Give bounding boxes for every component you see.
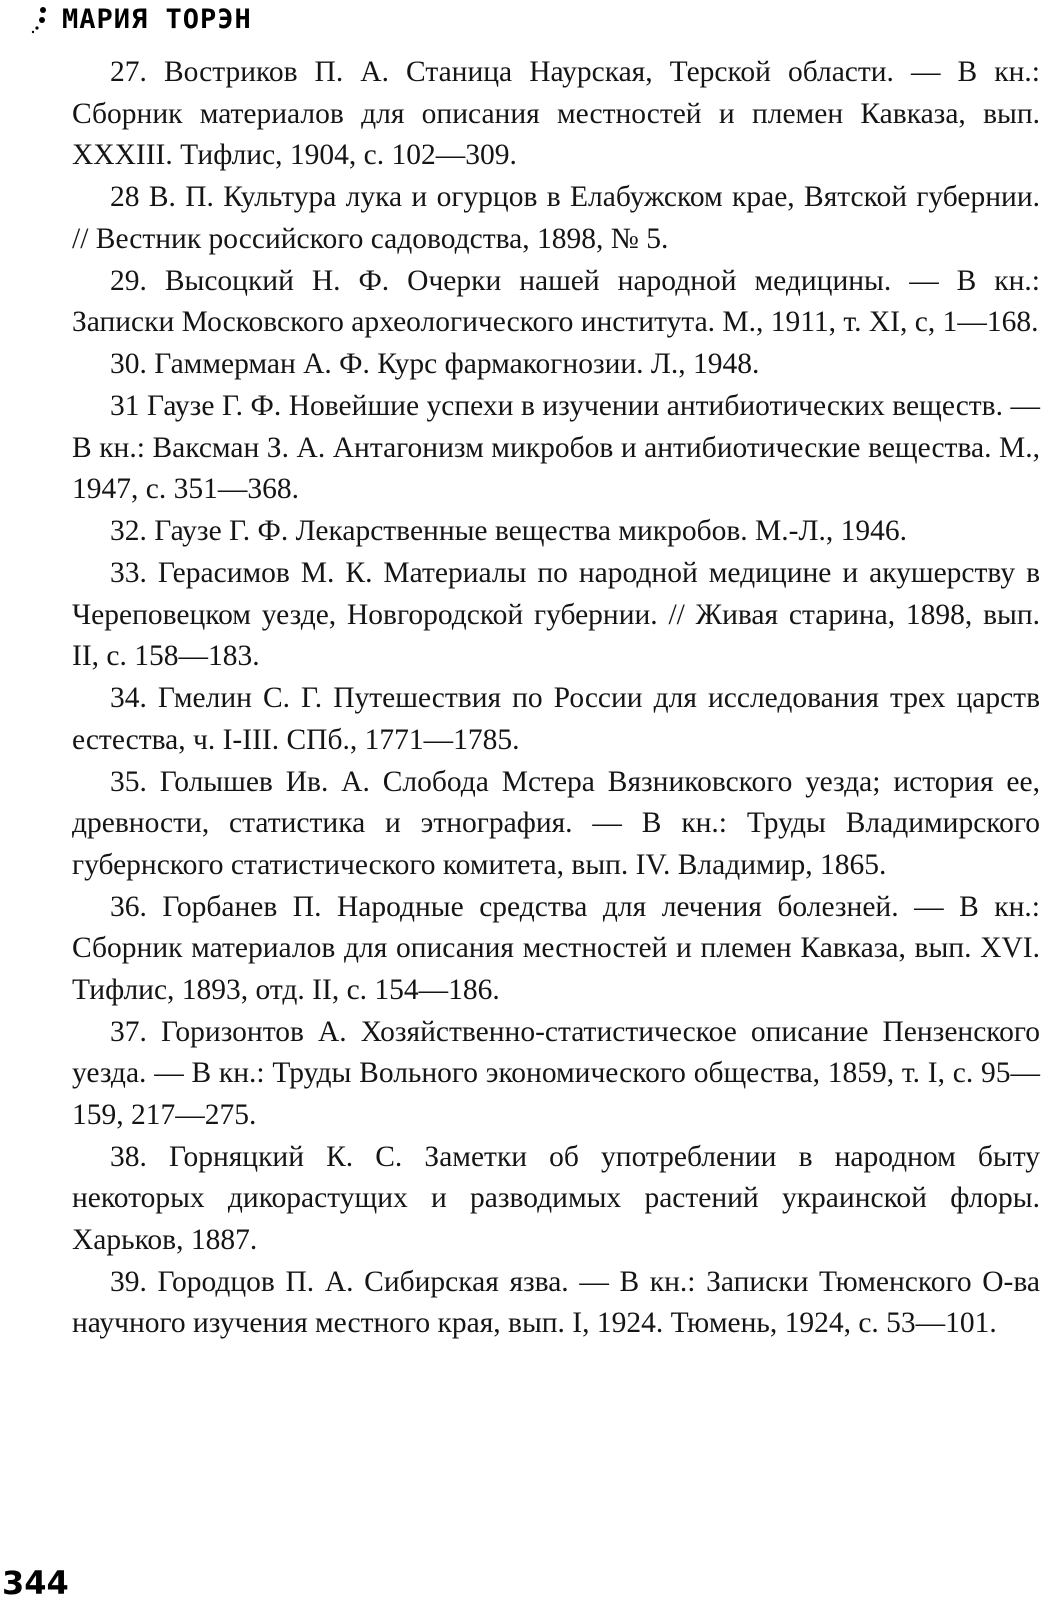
- bibliography-entry: 37. Горизонтов А. Хозяйственно-статистическое описание Пензенского уезда. — В кн.: Труды Вольного экономического общества, 1859, т. I, с. 95—159, 217—275.: [72, 1015, 1040, 1131]
- bibliography-entry: 33. Герасимов М. К. Материалы по народной медицине и акушерству в Череповецком уезде, Новгородской губернии. // Живая старина, 1898, вып. II, с. 158—183.: [72, 557, 1040, 672]
- bibliography-list: [72, 52, 1040, 1345]
- bibliography-entry: 29. Высоцкий Н. Ф. Очерки нашей народной медицины. — В кн.: Записки Московского археологического института. М., 1911, т. XI, с, 1—168.: [72, 264, 1040, 338]
- dotted-mark-icon: [30, 4, 52, 34]
- bibliography-entry: 36. Горбанев П. Народные средства для лечения болезней. — В кн.: Сборник материалов для описания местностей и племен Кавказа, вып. XVI. Тифлис, 1893, отд. II, с. 154—186.: [72, 890, 1040, 1006]
- bibliography-entry: 39. Городцов П. А. Сибирская язва. — В кн.: Записки Тюменского О-ва научного изучения местного края, вып. I, 1924. Тюмень, 1924, с. 53—101.: [72, 1265, 1040, 1339]
- bibliography-entry: 35. Голышев Ив. А. Слобода Мстера Вязниковского уезда; история ее, древности, статистика и этнография. — В кн.: Труды Владимирского губернского статистического комитета, вып. IV. Владимир, 1865.: [72, 765, 1040, 881]
- page-number: 344: [2, 1564, 69, 1602]
- running-head: [30, 2, 252, 36]
- bibliography-entry: 38. Горняцкий К. С. Заметки об употреблении в народном быту некоторых дикорастущих и разводимых растений украинской флоры. Харьков, 1887.: [72, 1140, 1040, 1256]
- bibliography-entry: 32. Гаузе Г. Ф. Лекарственные вещества микробов. М.-Л., 1946.: [110, 515, 907, 547]
- bibliography-entry: 27. Востриков П. А. Станица Наурская, Терской области. — В кн.: Сборник материалов для описания местностей и племен Кавказа, вып. XXXIII. Тифлис, 1904, с. 102—309.: [72, 56, 1040, 171]
- bibliography-entry: 28 В. П. Культура лука и огурцов в Елабужском крае, Вятской губернии. // Вестник российского садоводства, 1898, № 5.: [72, 181, 1040, 255]
- running-head-author: МАРИЯ ТОРЭН: [62, 3, 252, 35]
- bibliography-entry: 30. Гаммерман А. Ф. Курс фармакогнозии. Л., 1948.: [110, 348, 760, 380]
- bibliography-entry: 34. Гмелин С. Г. Путешествия по России для исследования трех царств естества, ч. I-III. СПб., 1771—1785.: [72, 682, 1040, 756]
- bibliography-entry: 31 Гаузе Г. Ф. Новейшие успехи в изучении антибиотических веществ. — В кн.: Ваксман З. А. Антагонизм микробов и антибиотические вещества. М., 1947, с. 351—368.: [72, 390, 1040, 505]
